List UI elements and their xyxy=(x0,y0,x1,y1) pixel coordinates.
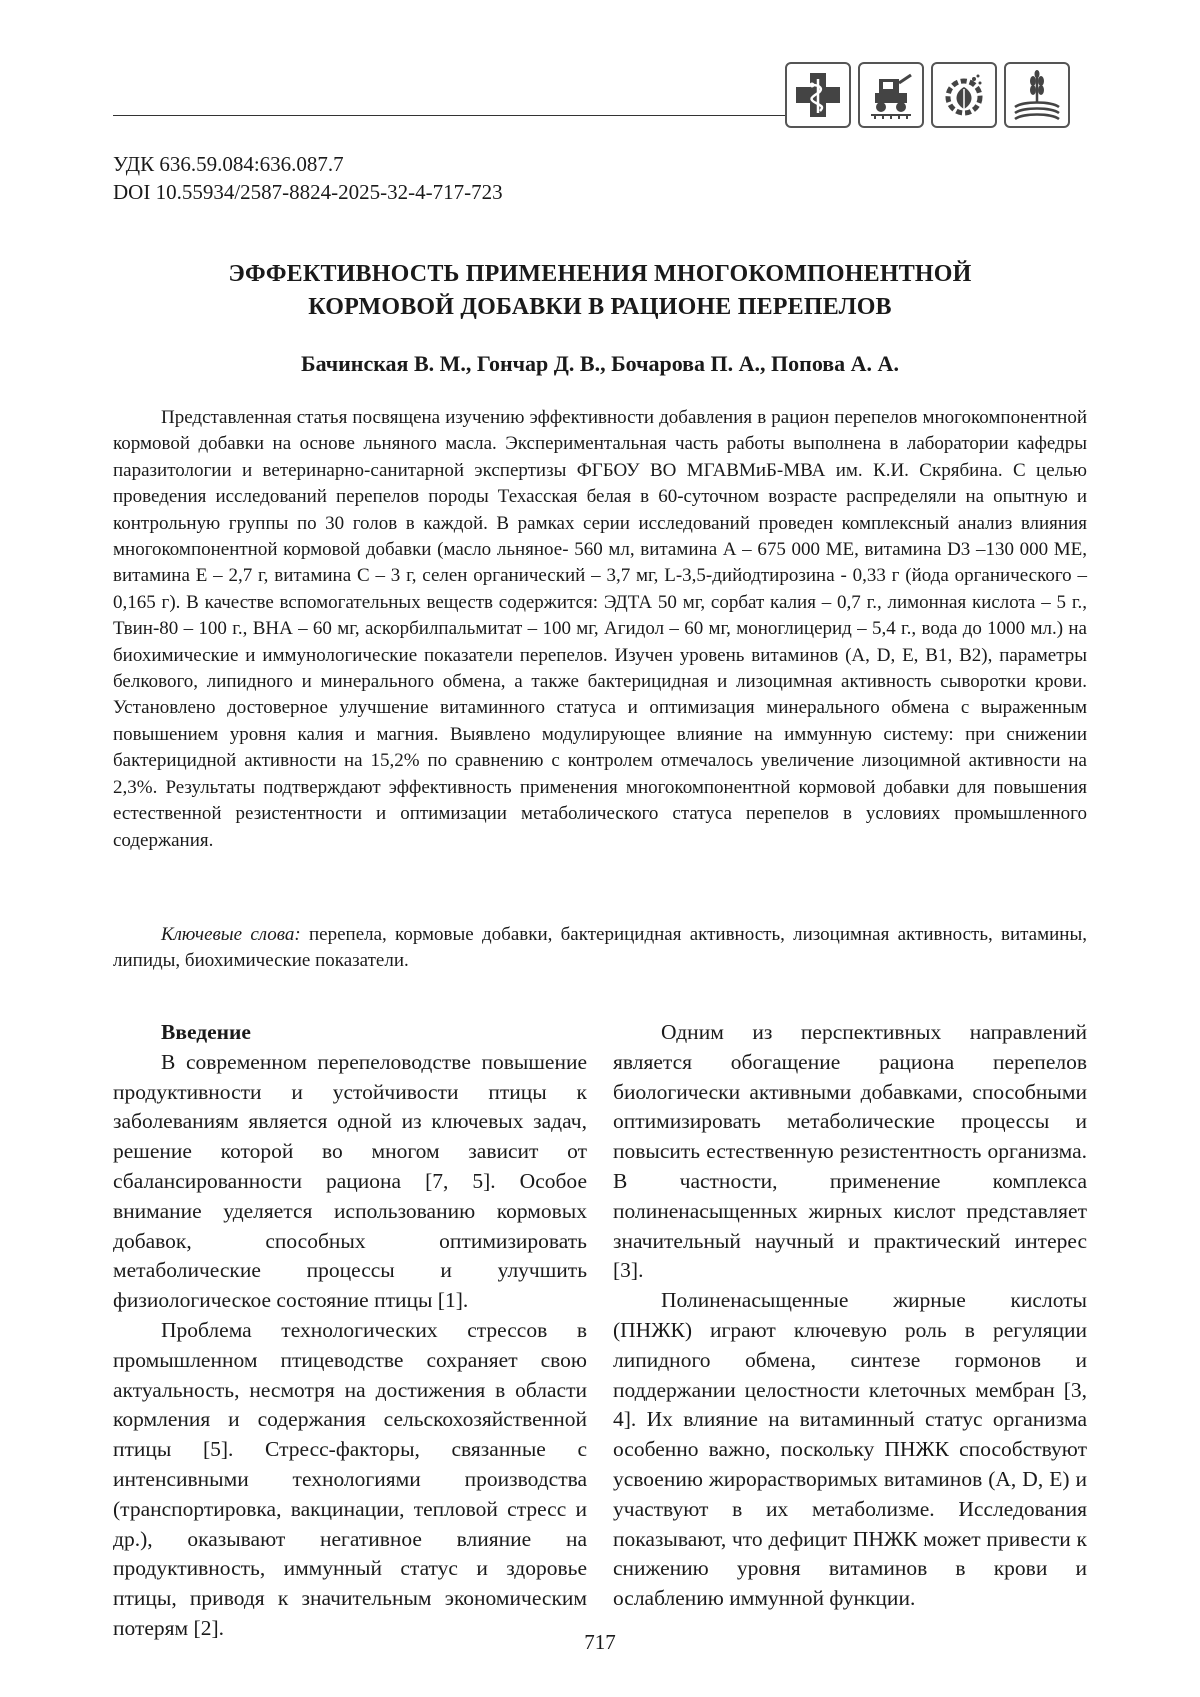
abstract: Представленная статья посвящена изучению эффективности добавления в рацион перепелов многокомпонентной кормовой добавки на основе льняного масла. Экспериментальная часть работы выполнена в лаборатории кафедры паразитологии и ветеринарно-санитарной экспертизы ФГБОУ ВО МГАВМиБ-МВА им. К.И. Скрябина. С целью проведения исследований перепелов породы Техасская белая в 60-суточном возрасте распределяли на опытную и контрольную группы по 30 голов в каждой. В рамках серии исследований проведен комплексный анализ влияния многокомпонентной кормовой добавки (масло льняное- 560 мл, витамина А – 675 000 МЕ, витамина D3 –130 000 МЕ, витамина Е – 2,7 г, витамина С – 3 г, селен органический – 3,7 мг, L-3,5-дийодтирозина - 0,33 г (йода органического – 0,165 г). В качестве вспомогательных веществ содержится: ЭДТА 50 мг, сорбат калия – 0,7 г., лимонная кислота – 5 г., Твин-80 – 100 г., ВНА – 60 мг, аскорбилпальмитат – 100 мг, Агидол – 60 мг, моноглицерид – 5,4 г., вода до 1000 мл.) на биохимические и иммунологические показатели перепелов. Изучен уровень витаминов (A, D, E, B1, B2), параметры белкового, липидного и минерального обмена, а также бактерицидная и лизоцимная активность сыворотки крови. Установлено достоверное улучшение витаминного статуса и оптимизация минерального обмена с выраженным повышением уровня калия и магния. Выявлено модулирующее влияние на иммунную систему: при снижении бактерицидной активности на 15,2% по сравнению с контролем отмечалось увеличение лизоцимной активности на 2,3%. Результаты подтверждают эффективность применения многокомпонентной кормовой добавки для повышения естественной резистентности и оптимизации метаболического статуса перепелов в условиях промышленного содержания. xyxy=(113,407,1087,851)
plant-gear-icon xyxy=(931,62,997,128)
keywords-text: перепела, кормовые добавки, бактерицидная активность, лизоцимная активность, витамины, липиды, биохимические показатели. xyxy=(113,924,1087,972)
article-title xyxy=(113,258,1087,324)
body-column-left xyxy=(113,1018,587,1644)
keywords-label: Ключевые слова: xyxy=(161,924,301,945)
paragraph: Проблема технологических стрессов в промышленном птицеводстве сохраняет свою актуальность, несмотря на достижения в области кормления и содержания сельскохозяйственной птицы [5]. Стресс-факторы, связанные с интенсивными технологиями производства (транспортировка, вакцинации, тепловой стресс и др.), оказывают негативное влияние на продуктивность, иммунный статус и здоровье птицы, приводя к значительным экономическим потерям [2]. xyxy=(113,1317,587,1640)
paragraph: Полиненасыщенные жирные кислоты (ПНЖК) играют ключевую роль в регуляции липидного обмена, синтезе гормонов и поддержании целостности клеточных мембран [3, 4]. Их влияние на витаминный статус организма особенно важно, поскольку ПНЖК способствуют усвоению жирорастворимых витаминов (A, D, E) и участвуют в их метаболизме. Исследования показывают, что дефицит ПНЖК может привести к снижению уровня витаминов в крови и ослаблению иммунной функции. xyxy=(613,1288,1087,1611)
paragraph: В современном перепеловодстве повышение продуктивности и устойчивости птицы к заболеваниям является одной из ключевых задач, решение которой во многом зависит от сбалансированности рациона [7, 5]. Особое внимание уделяется использованию кормовых добавок, способных оптимизировать метаболические процессы и улучшить физиологическое состояние птицы [1]. xyxy=(113,1049,587,1313)
paragraph: Одним из перспективных направлений является обогащение рациона перепелов биологически активными добавками, способными оптимизировать метаболические процессы и повысить естественную резистентность организма. В частности, применение комплекса полиненасыщенных жирных кислот представляет значительный научный и практический интерес [3]. xyxy=(613,1020,1087,1283)
authors: Бачинская В. М., Гончар Д. В., Бочарова П. А., Попова А. А. xyxy=(301,351,899,376)
udk-code: УДК 636.59.084:636.087.7 xyxy=(113,152,344,176)
header-icon-group xyxy=(785,62,1070,128)
title-line-2: КОРМОВОЙ ДОБАВКИ В РАЦИОНЕ ПЕРЕПЕЛОВ xyxy=(308,294,892,320)
title-line-1: ЭФФЕКТИВНОСТЬ ПРИМЕНЕНИЯ МНОГОКОМПОНЕНТНОЙ xyxy=(228,261,972,287)
wheat-field-icon xyxy=(1004,62,1070,128)
header-rule xyxy=(113,115,798,116)
page-number: 717 xyxy=(584,1630,616,1654)
keywords xyxy=(113,922,1087,975)
section-heading-introduction: Введение xyxy=(161,1020,251,1044)
body-column-right xyxy=(613,1018,1087,1614)
doi: DOI 10.55934/2587-8824-2025-32-4-717-723 xyxy=(113,180,503,204)
medical-cross-snake-icon xyxy=(785,62,851,128)
combine-harvester-icon xyxy=(858,62,924,128)
article-meta xyxy=(113,150,503,206)
